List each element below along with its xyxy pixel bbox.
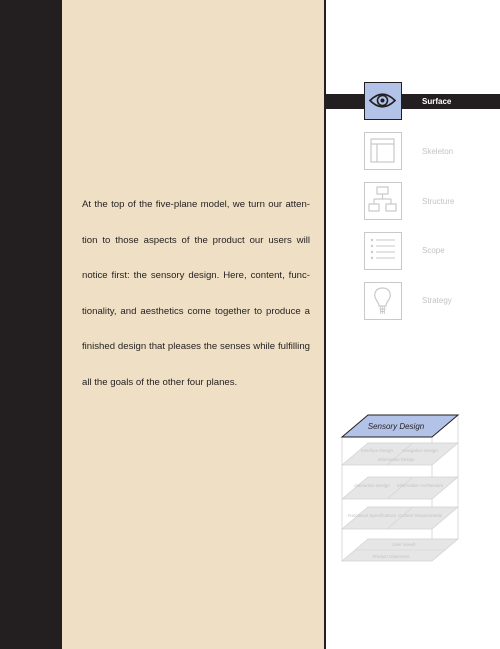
diagram-faded-label: Information Architecture bbox=[396, 483, 444, 488]
five-plane-stack-diagram bbox=[336, 407, 462, 567]
lightbulb-icon bbox=[364, 282, 402, 320]
eye-icon bbox=[364, 82, 402, 120]
body-paragraph bbox=[82, 187, 310, 400]
body-line: tionality, and aesthetics come together to produce a bbox=[82, 305, 310, 317]
body-line: tion to those aspects of the product our users will bbox=[82, 234, 310, 246]
plane-label-strategy: Strategy bbox=[422, 296, 452, 305]
diagram-top-label: Sensory Design bbox=[367, 422, 425, 431]
diagram-faded-label: Information Design bbox=[377, 457, 415, 462]
left-bar bbox=[0, 0, 62, 649]
body-line: all the goals of the other four planes. bbox=[82, 376, 238, 388]
plane-label-skeleton: Skeleton bbox=[422, 147, 454, 156]
body-line: finished design that pleases the senses while fulfilling bbox=[82, 341, 310, 352]
body-line: At the top of the five-plane model, we turn our atten- bbox=[82, 199, 310, 210]
plane-label-scope: Scope bbox=[422, 246, 445, 255]
diagram-faded-label: User Needs bbox=[392, 542, 416, 547]
diagram-faded-label: Navigation Design bbox=[402, 448, 438, 453]
body-line: notice first: the sensory design. Here, content, func- bbox=[82, 270, 310, 281]
plane-label-surface: Surface bbox=[422, 97, 452, 106]
plane-label-structure: Structure bbox=[422, 197, 455, 206]
diagram-faded-label: Content Requirements bbox=[398, 513, 442, 518]
diagram-faded-label: Product Objectives bbox=[372, 554, 410, 559]
diagram-faded-label: Functional Specifications bbox=[347, 513, 397, 518]
checklist-icon bbox=[364, 232, 402, 270]
diagram-faded-label: Interaction Design bbox=[354, 483, 390, 488]
diagram-faded-label: Interface Design bbox=[361, 448, 393, 453]
hierarchy-icon bbox=[364, 182, 402, 220]
wireframe-icon bbox=[364, 132, 402, 170]
surface-highlight-band bbox=[326, 94, 500, 109]
